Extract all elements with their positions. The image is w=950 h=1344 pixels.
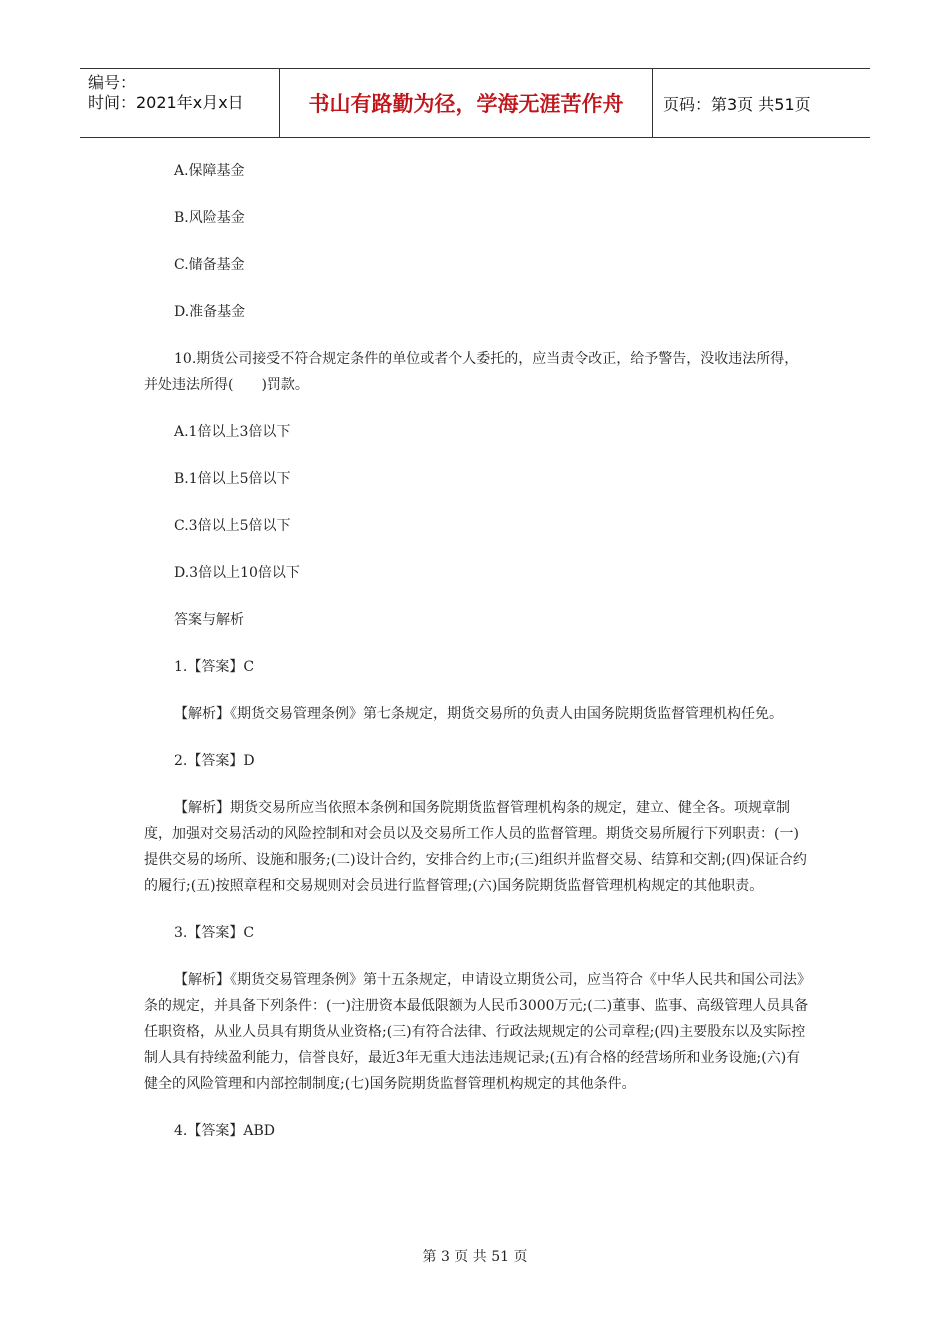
explanation-2: 【解析】期货交易所应当依照本条例和国务院期货监督管理机构条的规定，建立、健全各。项规章制度，加强对交易活动的风险控制和对会员以及交易所工作人员的监督管理。期货交易所履行下列职责：(一)提供交易的场所、设施和服务;(二)设计合约，安排合约上市;(三)组织并监督交易、结算和交割;(四)保证合约的履行;(五)按照章程和交易规则对会员进行监督管理;(六)国务院期货监督管理机构规定的其他职责。 (144, 800, 807, 894)
answer-2: 2.【答案】D (174, 753, 255, 769)
time-label: 时间：2021年x月x日 (88, 93, 244, 112)
explanation-3: 【解析】《期货交易管理条例》第十五条规定，申请设立期货公司，应当符合《中华人民共和国公司法》条的规定，并具备下列条件：(一)注册资本最低限额为人民币3000万元;(二)董事、监事、高级管理人员具备任职资格，从业人员具有期货从业资格;(三)有符合法律、行政法规规定的公司章程;(四)主要股东以及实际控制人具有持续盈利能力，信誉良好，最近3年无重大违法违规记录;(五)有合格的经营场所和业务设施;(六)有健全的风险管理和内部控制制度;(七)国务院期货监督管理机构规定的其他条件。 (144, 972, 809, 1092)
q10-option-d: D.3倍以上10倍以下 (174, 565, 300, 581)
page-header (80, 68, 870, 138)
q10-option-b: B.1倍以上5倍以下 (174, 471, 291, 487)
explanation-1: 【解析】《期货交易管理条例》第七条规定，期货交易所的负责人由国务院期货监督管理机构任免。 (174, 706, 783, 722)
question-10: 10.期货公司接受不符合规定条件的单位或者个人委托的，应当责令改正，给予警告，没收违法所得，并处违法所得( )罚款。 (144, 351, 799, 393)
q10-option-a: A.1倍以上3倍以下 (174, 424, 291, 440)
page-footer: 第 3 页 共 51 页 (422, 1249, 528, 1265)
document-body (144, 158, 810, 1165)
answer-1: 1.【答案】C (174, 659, 255, 675)
header-motto: 书山有路勤为径，学海无涯苦作舟 (280, 69, 653, 137)
header-info-cell (80, 69, 280, 137)
header-page-label: 页码：第3页 共51页 (663, 94, 811, 114)
number-label: 编号： (88, 73, 137, 92)
answers-heading: 答案与解析 (174, 612, 244, 628)
option-c: C.储备基金 (174, 257, 245, 273)
option-b: B.风险基金 (174, 210, 245, 226)
option-d: D.准备基金 (174, 304, 246, 320)
q10-option-c: C.3倍以上5倍以下 (174, 518, 291, 534)
option-a: A.保障基金 (174, 163, 245, 179)
answer-3: 3.【答案】C (174, 925, 255, 941)
answer-4: 4.【答案】ABD (174, 1123, 275, 1139)
